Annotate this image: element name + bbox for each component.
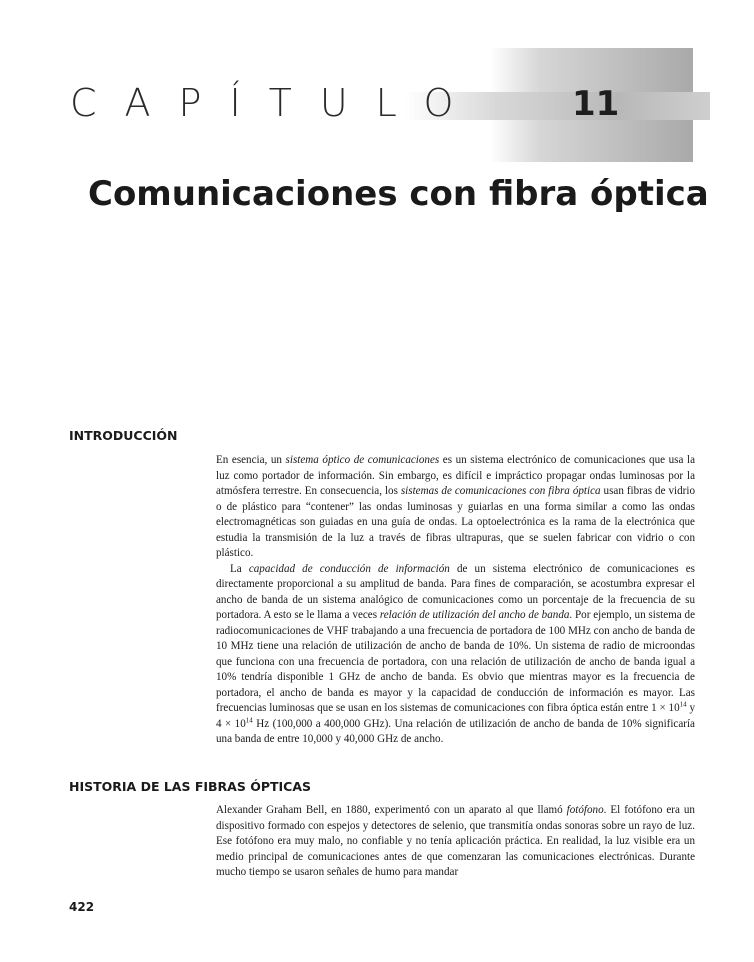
chapter-number: 11 [572,84,620,124]
page-number: 422 [69,900,95,914]
section-heading-intro: INTRODUCCIÓN [69,428,178,443]
intro-paragraph-1: En esencia, un sistema óptico de comunicaciones es un sistema electrónico de comunicaciones que usa la luz como portador de información. Sin embargo, es difícil e impráctico propagar ondas luminosas por la atmósfera terrestre. En consecuencia, los sistemas de comunicaciones con fibra óptica usan fibras de vidrio o de plástico para “contener” las ondas luminosas y guiarlas en una forma similar a como las ondas electromagnéticas son guiadas en una guía de ondas. La optoelectrónica es la rama de la electrónica que estudia la transmisión de la luz a través de fibras ultrapuras, que se suelen fabricar con vidrio o con plástico. [216,454,695,559]
intro-body [216,453,695,748]
section-heading-history: HISTORIA DE LAS FIBRAS ÓPTICAS [69,779,312,794]
intro-paragraph-2: La capacidad de conducción de información de un sistema electrónico de comunicaciones es directamente proporcional a su amplitud de banda. Para fines de comparación, se acostumbra expresar el ancho de banda de un sistema analógico de comunicaciones como un porcentaje de la frecuencia de su portadora. A esto se le llama a veces relación de utilización del ancho de banda. Por ejemplo, un sistema de radiocomunicaciones de VHF trabajando a una frecuencia de portadora de 100 MHz con ancho de banda de 10 MHz tiene una relación de utilización de ancho de banda de 10%. Un sistema de radio de microondas que funciona con una frecuencia de portadora, con una relación de utilización de ancho de banda igual a 10% tendría disponible 1 GHz de ancho de banda. Es obvio que mientras mayor es la frecuencia de portadora, el ancho de banda es mayor y la capacidad de conducción de información es mayor. Las frecuencias luminosas que se usan en los sistemas de comunicaciones con fibra óptica están entre $1 \times 10^{14}$ y $4 \times 10^{14}$ Hz (100,000 a 400,000 GHz). Una relación de utilización de ancho de banda de 10% significaría una banda de entre 10,000 y 40,000 GHz de ancho. [216,562,695,745]
history-body [216,803,695,881]
history-paragraph-1: Alexander Graham Bell, en 1880, experimentó con un aparato al que llamó fotófono. El fotófono era un dispositivo formado con espejos y detectores de selenio, que transmitía ondas sonoras sobre un rayo de luz. Ese fotófono era muy malo, no confiable y no tenía aplicación práctica. En realidad, la luz visible era un medio principal de comunicaciones antes de que comenzaran las comunicaciones electrónicas. Durante mucho tiempo se usaron señales de humo para mandar [216,804,695,878]
chapter-word: CAPÍTULO [70,81,482,125]
chapter-title: Comunicaciones con fibra óptica [88,174,709,214]
